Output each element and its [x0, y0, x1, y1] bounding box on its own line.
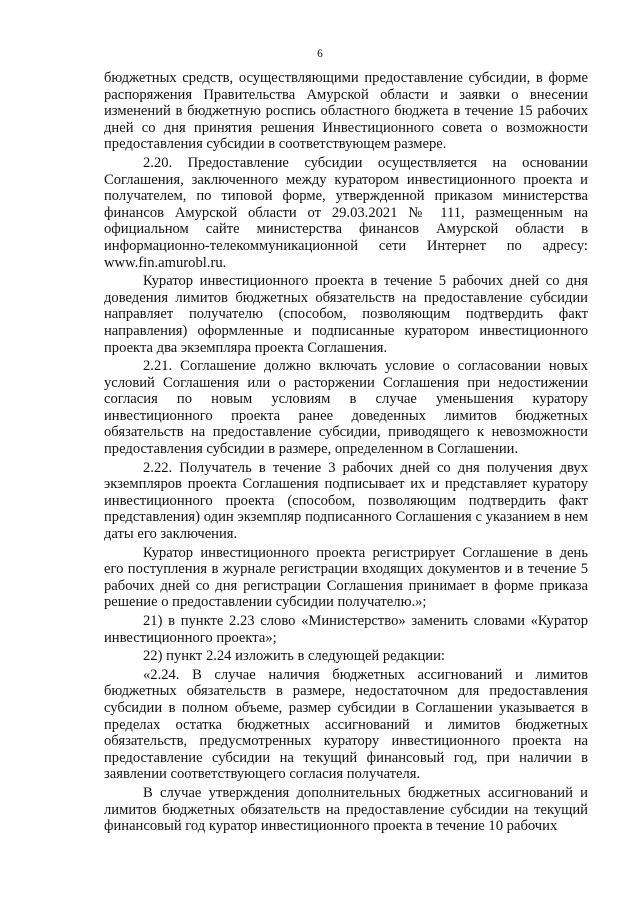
paragraph-2-24: «2.24. В случае наличия бюджетных ассигнований и лимитов бюджетных обязательств в размере, недостаточном для предоставления субсидии в полном объеме, размер субсидии в Соглашении указывается в пределах остатка бюджетных ассигнований и лимитов бюджетных обязательств, предусмотренных куратору инвестиционного проекта на предоставление субсидии на текущий финансовый год, при наличии в заявлении соответствующего согласия получателя.: [104, 666, 588, 783]
paragraph-curator-registers: Куратор инвестиционного проекта регистрирует Соглашение в день его поступления в журнале регистрации входящих документов и в течение 5 рабочих дней со дня регистрации Соглашения принимает в форме приказа решение о предоставлении субсидии получателю.»;: [104, 544, 588, 611]
paragraph-2-22: 2.22. Получатель в течение 3 рабочих дней со дня получения двух экземпляров проекта Соглашения подписывает их и представляет куратору инвестиционного проекта (способом, позволяющим подтвердить факт представления) один экземпляр подписанного Соглашения с указанием в нем даты его заключения.: [104, 459, 588, 543]
paragraph-item-21: 21) в пункте 2.23 слово «Министерство» заменить словами «Куратор инвестиционного проекта»;: [104, 613, 588, 646]
paragraph-item-22: 22) пункт 2.24 изложить в следующей редакции:: [143, 648, 445, 665]
paragraph-2-20: 2.20. Предоставление субсидии осуществляется на основании Соглашения, заключенного между куратором инвестиционного проекта и получателем, по типовой форме, утвержденной приказом министерства финансов Амурской области от 29.03.2021 № 111, размещенным на официальном сайте министерства финансов Амурской области в информационно-телекоммуникационной сети Интернет по адресу: www.fin.amurobl.ru.: [104, 154, 588, 271]
paragraph-budget-funds: бюджетных средств, осуществляющими предоставление субсидии, в форме распоряжения Правительства Амурской области и заявки о внесении изменений в бюджетную роспись областного бюджета в течение 15 рабочих дней со дня принятия решения Инвестиционного совета о возможности предоставления субсидии в соответствующем размере.: [104, 70, 588, 153]
paragraph-curator-limits: Куратор инвестиционного проекта в течение 5 рабочих дней со дня доведения лимитов бюджетных обязательств на предоставление субсидии направляет получателю (способом, позволяющим подтвердить факт направления) оформленные и подписанные куратором инвестиционного проекта два экземпляра проекта Соглашения.: [104, 273, 588, 356]
paragraph-additional-allocations: В случае утверждения дополнительных бюджетных ассигнований и лимитов бюджетных обязательств на предоставление субсидии на текущий финансовый год куратор инвестиционного проекта в течение 10 рабочих: [104, 784, 588, 835]
paragraph-2-21: 2.21. Соглашение должно включать условие о согласовании новых условий Соглашения или о расторжении Соглашения при недостижении согласия по новым условиям в случае уменьшения куратору инвестиционного проекта ранее доведенных лимитов бюджетных обязательств на предоставление субсидии, приводящего к невозможности предоставления субсидии в размере, определенном в Соглашении.: [104, 358, 588, 458]
page-number: 6: [317, 48, 323, 60]
document-body: [104, 70, 588, 837]
